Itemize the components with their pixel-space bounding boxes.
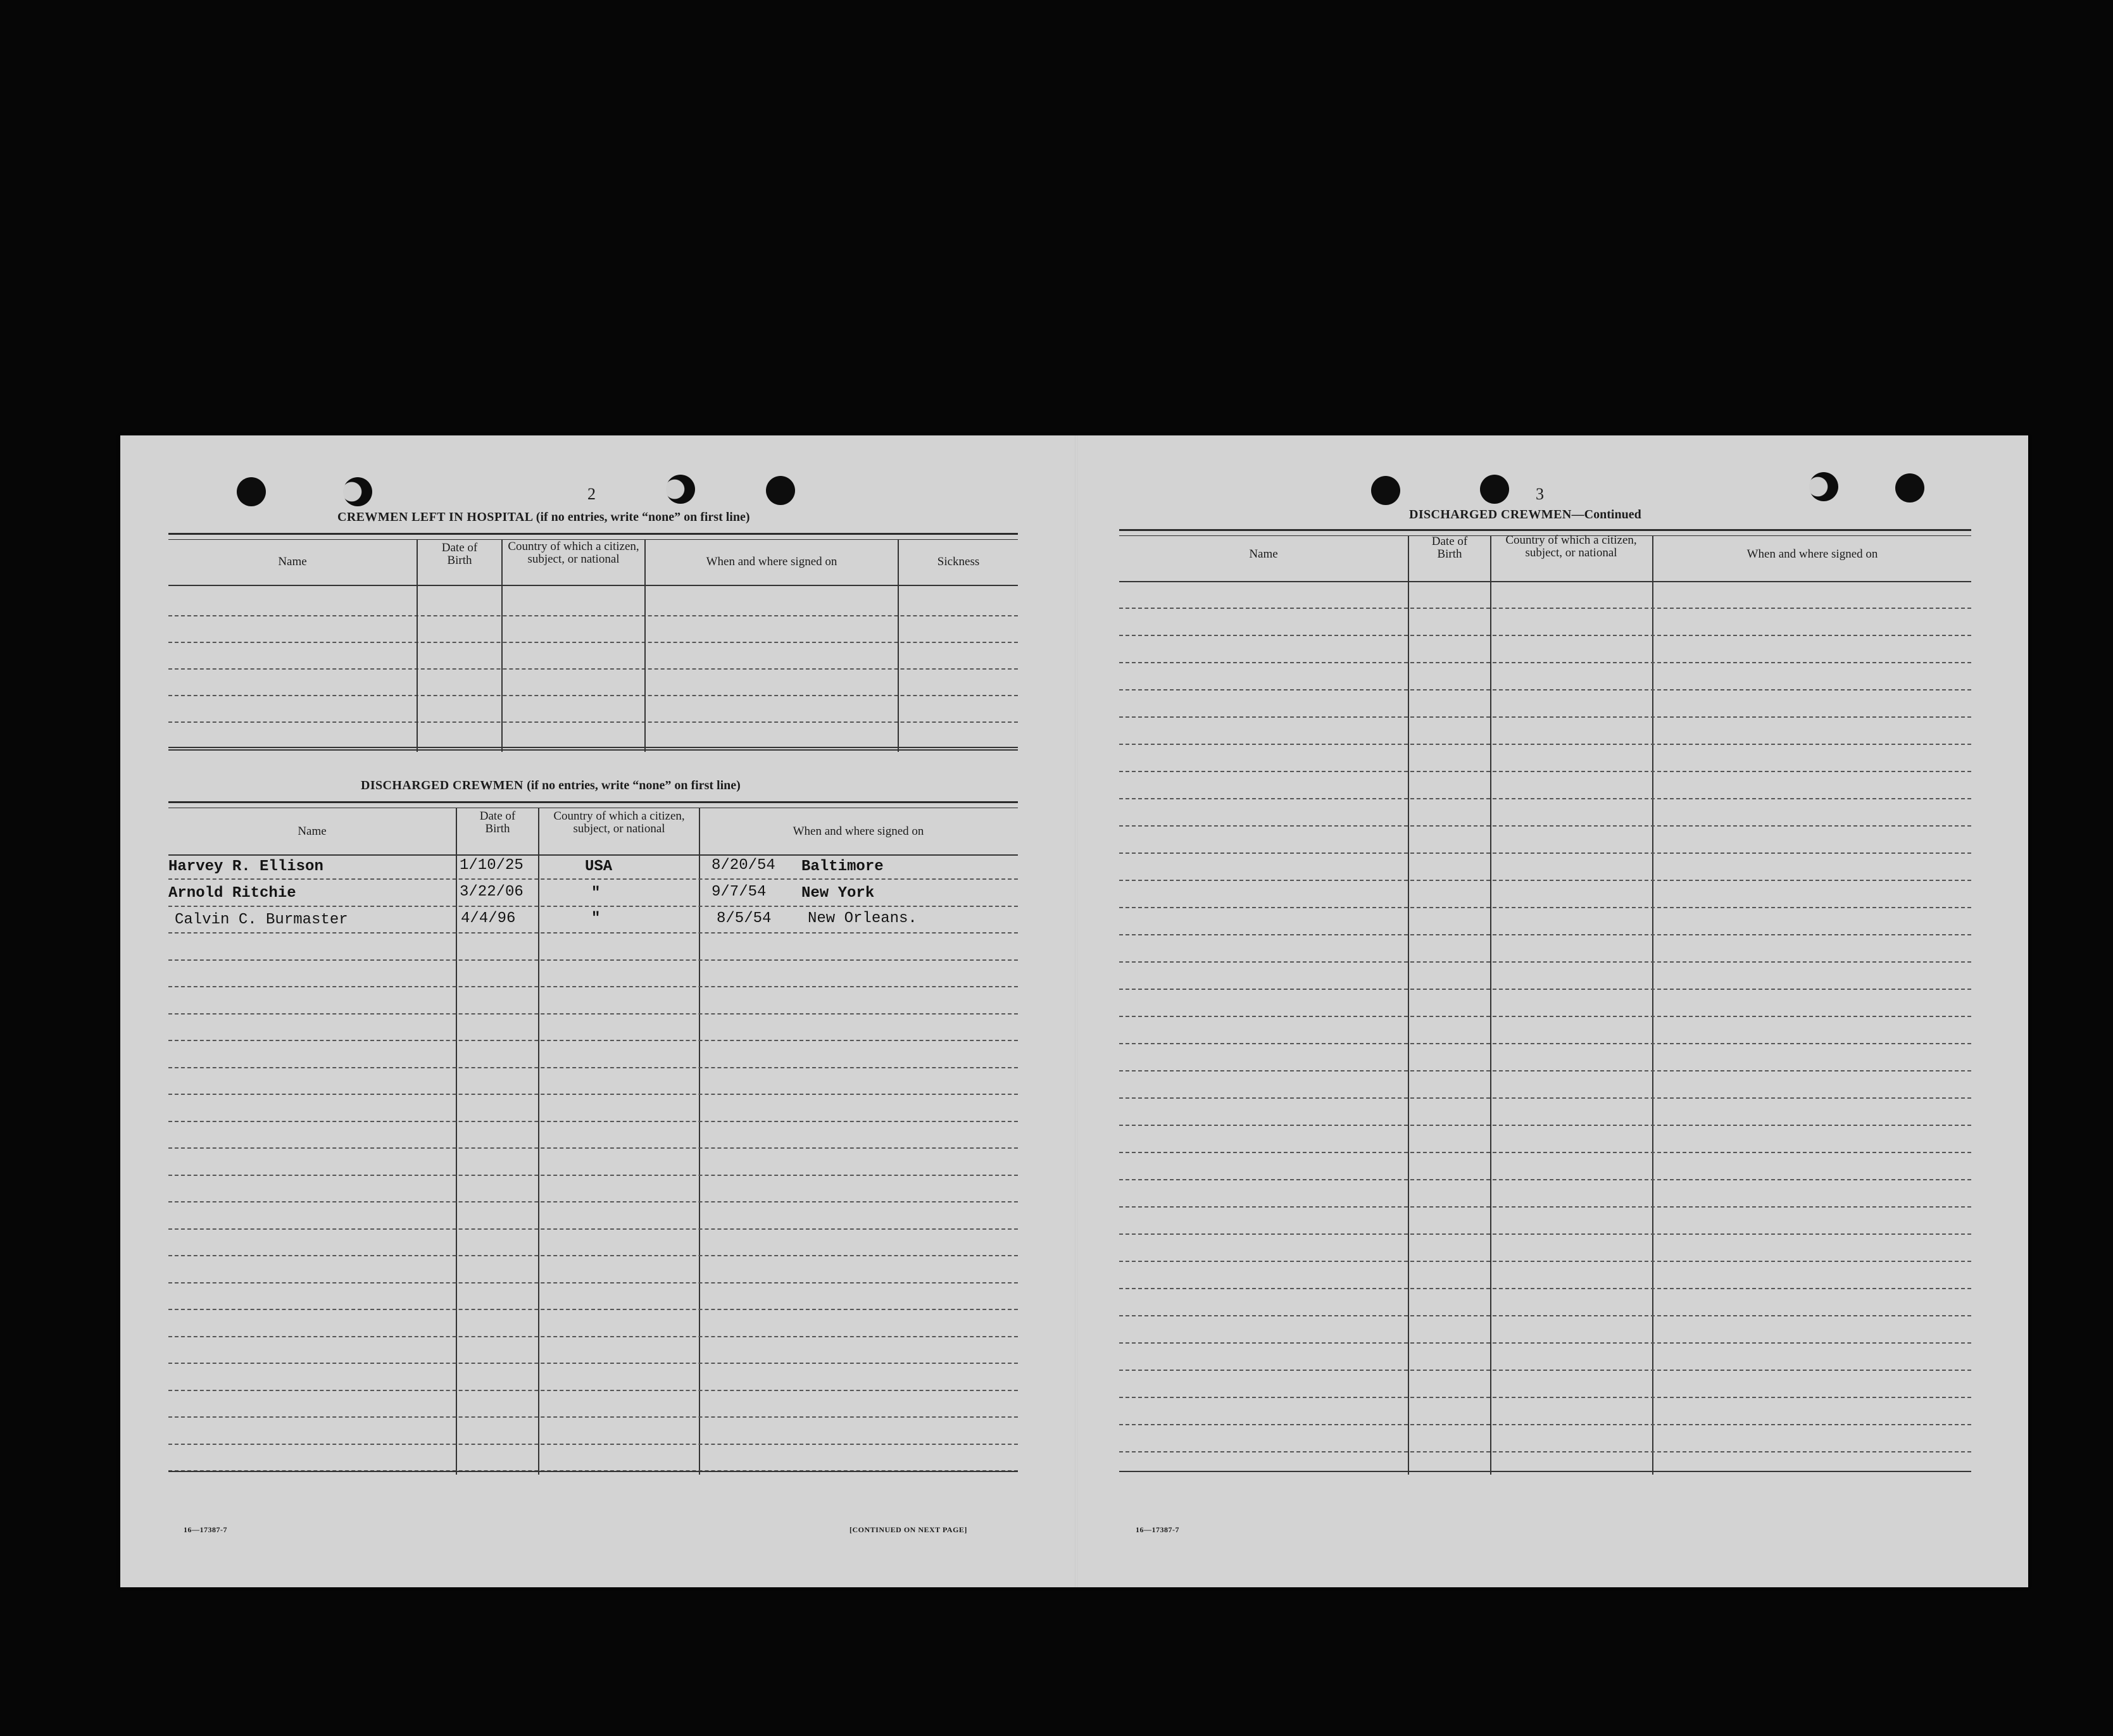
- ruled-line: [168, 878, 1018, 880]
- ruled-line: [1119, 1125, 1971, 1126]
- ruled-line: [168, 1228, 1018, 1230]
- row-3-name: Calvin C. Burmaster: [175, 911, 348, 928]
- punch-hole: [237, 477, 266, 506]
- row-3-dob: 4/4/96: [461, 910, 516, 927]
- ruled-line: [168, 1255, 1018, 1256]
- ruled-line: [168, 1282, 1018, 1283]
- ruled-line: [168, 1067, 1018, 1068]
- form-number-left: 16—17387-7: [184, 1525, 227, 1534]
- center-fold: [1075, 435, 1077, 1587]
- ruled-line: [1119, 1370, 1971, 1371]
- ruled-line: [1119, 689, 1971, 690]
- page-number-left: 2: [587, 485, 596, 503]
- col-header-country: Country of which a citizen, subject, or national: [553, 809, 685, 835]
- ruled-line: [1119, 1179, 1971, 1180]
- col-header-dob: Date of Birth: [479, 809, 516, 835]
- col-header-signed-on: When and where signed on: [1746, 547, 1878, 561]
- ruled-line: [168, 1416, 1018, 1418]
- discharged-section-title: [361, 778, 741, 793]
- hospital-section-title: [337, 510, 750, 525]
- col-header-signed-on: When and where signed on: [706, 555, 837, 568]
- ruled-line: [1119, 1397, 1971, 1398]
- row-1-signed-date: 8/20/54: [712, 857, 775, 874]
- col-header-dob: Date of Birth: [441, 541, 478, 567]
- col-header-name: Name: [298, 825, 327, 838]
- col-header-sickness: Sickness: [937, 555, 980, 568]
- ruled-line: [168, 1444, 1018, 1445]
- ruled-line: [1119, 1288, 1971, 1289]
- ruled-line: [1119, 608, 1971, 609]
- ruled-line: [168, 1013, 1018, 1015]
- ruled-line: [1119, 1206, 1971, 1208]
- ruled-line: [168, 906, 1018, 907]
- col-header-dob: Date of Birth: [1431, 535, 1468, 561]
- ruled-line: [1119, 1315, 1971, 1316]
- ruled-line: [168, 1336, 1018, 1337]
- page-number-right: 3: [1536, 485, 1544, 503]
- ruled-line: [1119, 1043, 1971, 1044]
- col-header-name: Name: [278, 555, 307, 568]
- row-3-country: ": [591, 910, 601, 927]
- ruled-line: [1119, 1152, 1971, 1153]
- ruled-line: [1119, 825, 1971, 827]
- ruled-line: [1119, 1016, 1971, 1017]
- ruled-line: [1119, 716, 1971, 718]
- col-header-country: Country of which a citizen, subject, or national: [1505, 534, 1637, 559]
- row-1-signed-place: Baltimore: [801, 858, 884, 875]
- form-number-right: 16—17387-7: [1136, 1525, 1179, 1534]
- ruled-line: [1119, 798, 1971, 799]
- row-1-country: USA: [585, 858, 613, 875]
- discharged-table: [168, 801, 1018, 1475]
- ruled-line: [1119, 961, 1971, 963]
- ruled-line: [1119, 744, 1971, 745]
- row-2-signed-date: 9/7/54: [712, 884, 767, 901]
- col-header-signed-on: When and where signed on: [793, 825, 924, 838]
- punch-hole: [666, 475, 695, 504]
- ruled-line: [1119, 989, 1971, 990]
- ruled-line: [168, 1094, 1018, 1095]
- ruled-line: [168, 1147, 1018, 1149]
- ruled-line: [1119, 1233, 1971, 1235]
- table-bottom-rule: [1119, 1471, 1971, 1472]
- row-3-signed-date: 8/5/54: [717, 910, 772, 927]
- ruled-line: [1119, 852, 1971, 854]
- hospital-title-text: CREWMEN LEFT IN HOSPITAL: [337, 510, 533, 524]
- punch-hole: [766, 476, 795, 505]
- ruled-line: [1119, 1451, 1971, 1452]
- table-bottom-rule: [168, 1471, 1018, 1472]
- row-1-name: Harvey R. Ellison: [168, 858, 323, 875]
- discharged-continued-table: [1119, 529, 1971, 1475]
- ruled-line: [1119, 771, 1971, 772]
- row-3-signed-place: New Orleans.: [808, 910, 917, 927]
- continued-note: [CONTINUED ON NEXT PAGE]: [850, 1525, 967, 1534]
- ruled-line: [168, 986, 1018, 987]
- discharged-title-text: DISCHARGED CREWMEN: [361, 778, 524, 792]
- ruled-line: [1119, 934, 1971, 935]
- col-header-country: Country of which a citizen, subject, or national: [508, 540, 639, 566]
- col-header-name: Name: [1249, 547, 1278, 561]
- ruled-line: [1119, 1097, 1971, 1099]
- discharged-continued-title: [1409, 508, 1641, 522]
- ruled-line: [1119, 1261, 1971, 1262]
- hospital-instruction: (if no entries, write “none” on first line): [536, 510, 750, 524]
- ruled-line: [1119, 635, 1971, 636]
- row-2-country: ": [591, 885, 601, 902]
- punch-hole: [1371, 476, 1400, 505]
- ruled-line: [168, 932, 1018, 934]
- document-sheet: [120, 435, 2028, 1587]
- ruled-line: [168, 1175, 1018, 1176]
- continued-title-text: DISCHARGED CREWMEN: [1409, 508, 1572, 521]
- punch-hole: [343, 477, 372, 506]
- punch-hole: [1809, 472, 1838, 501]
- row-2-dob: 3/22/06: [460, 884, 524, 901]
- ruled-line: [1119, 1070, 1971, 1071]
- ruled-line: [168, 1201, 1018, 1202]
- punch-hole: [1895, 473, 1924, 503]
- ruled-line: [1119, 1342, 1971, 1344]
- ruled-line: [168, 1040, 1018, 1041]
- continued-suffix: —Continued: [1571, 508, 1641, 521]
- ruled-line: [1119, 907, 1971, 908]
- ruled-line: [1119, 662, 1971, 663]
- row-1-dob: 1/10/25: [460, 857, 524, 874]
- ruled-line: [168, 1390, 1018, 1391]
- hospital-table: [168, 533, 1018, 754]
- discharged-instruction: (if no entries, write “none” on first line): [527, 778, 741, 792]
- ruled-line: [168, 959, 1018, 961]
- punch-hole: [1480, 475, 1509, 504]
- ruled-line: [1119, 880, 1971, 881]
- ruled-line: [168, 1363, 1018, 1364]
- row-2-name: Arnold Ritchie: [168, 885, 296, 902]
- ruled-line: [168, 1121, 1018, 1122]
- row-2-signed-place: New York: [801, 885, 875, 902]
- ruled-line: [1119, 1424, 1971, 1425]
- ruled-line: [168, 1309, 1018, 1310]
